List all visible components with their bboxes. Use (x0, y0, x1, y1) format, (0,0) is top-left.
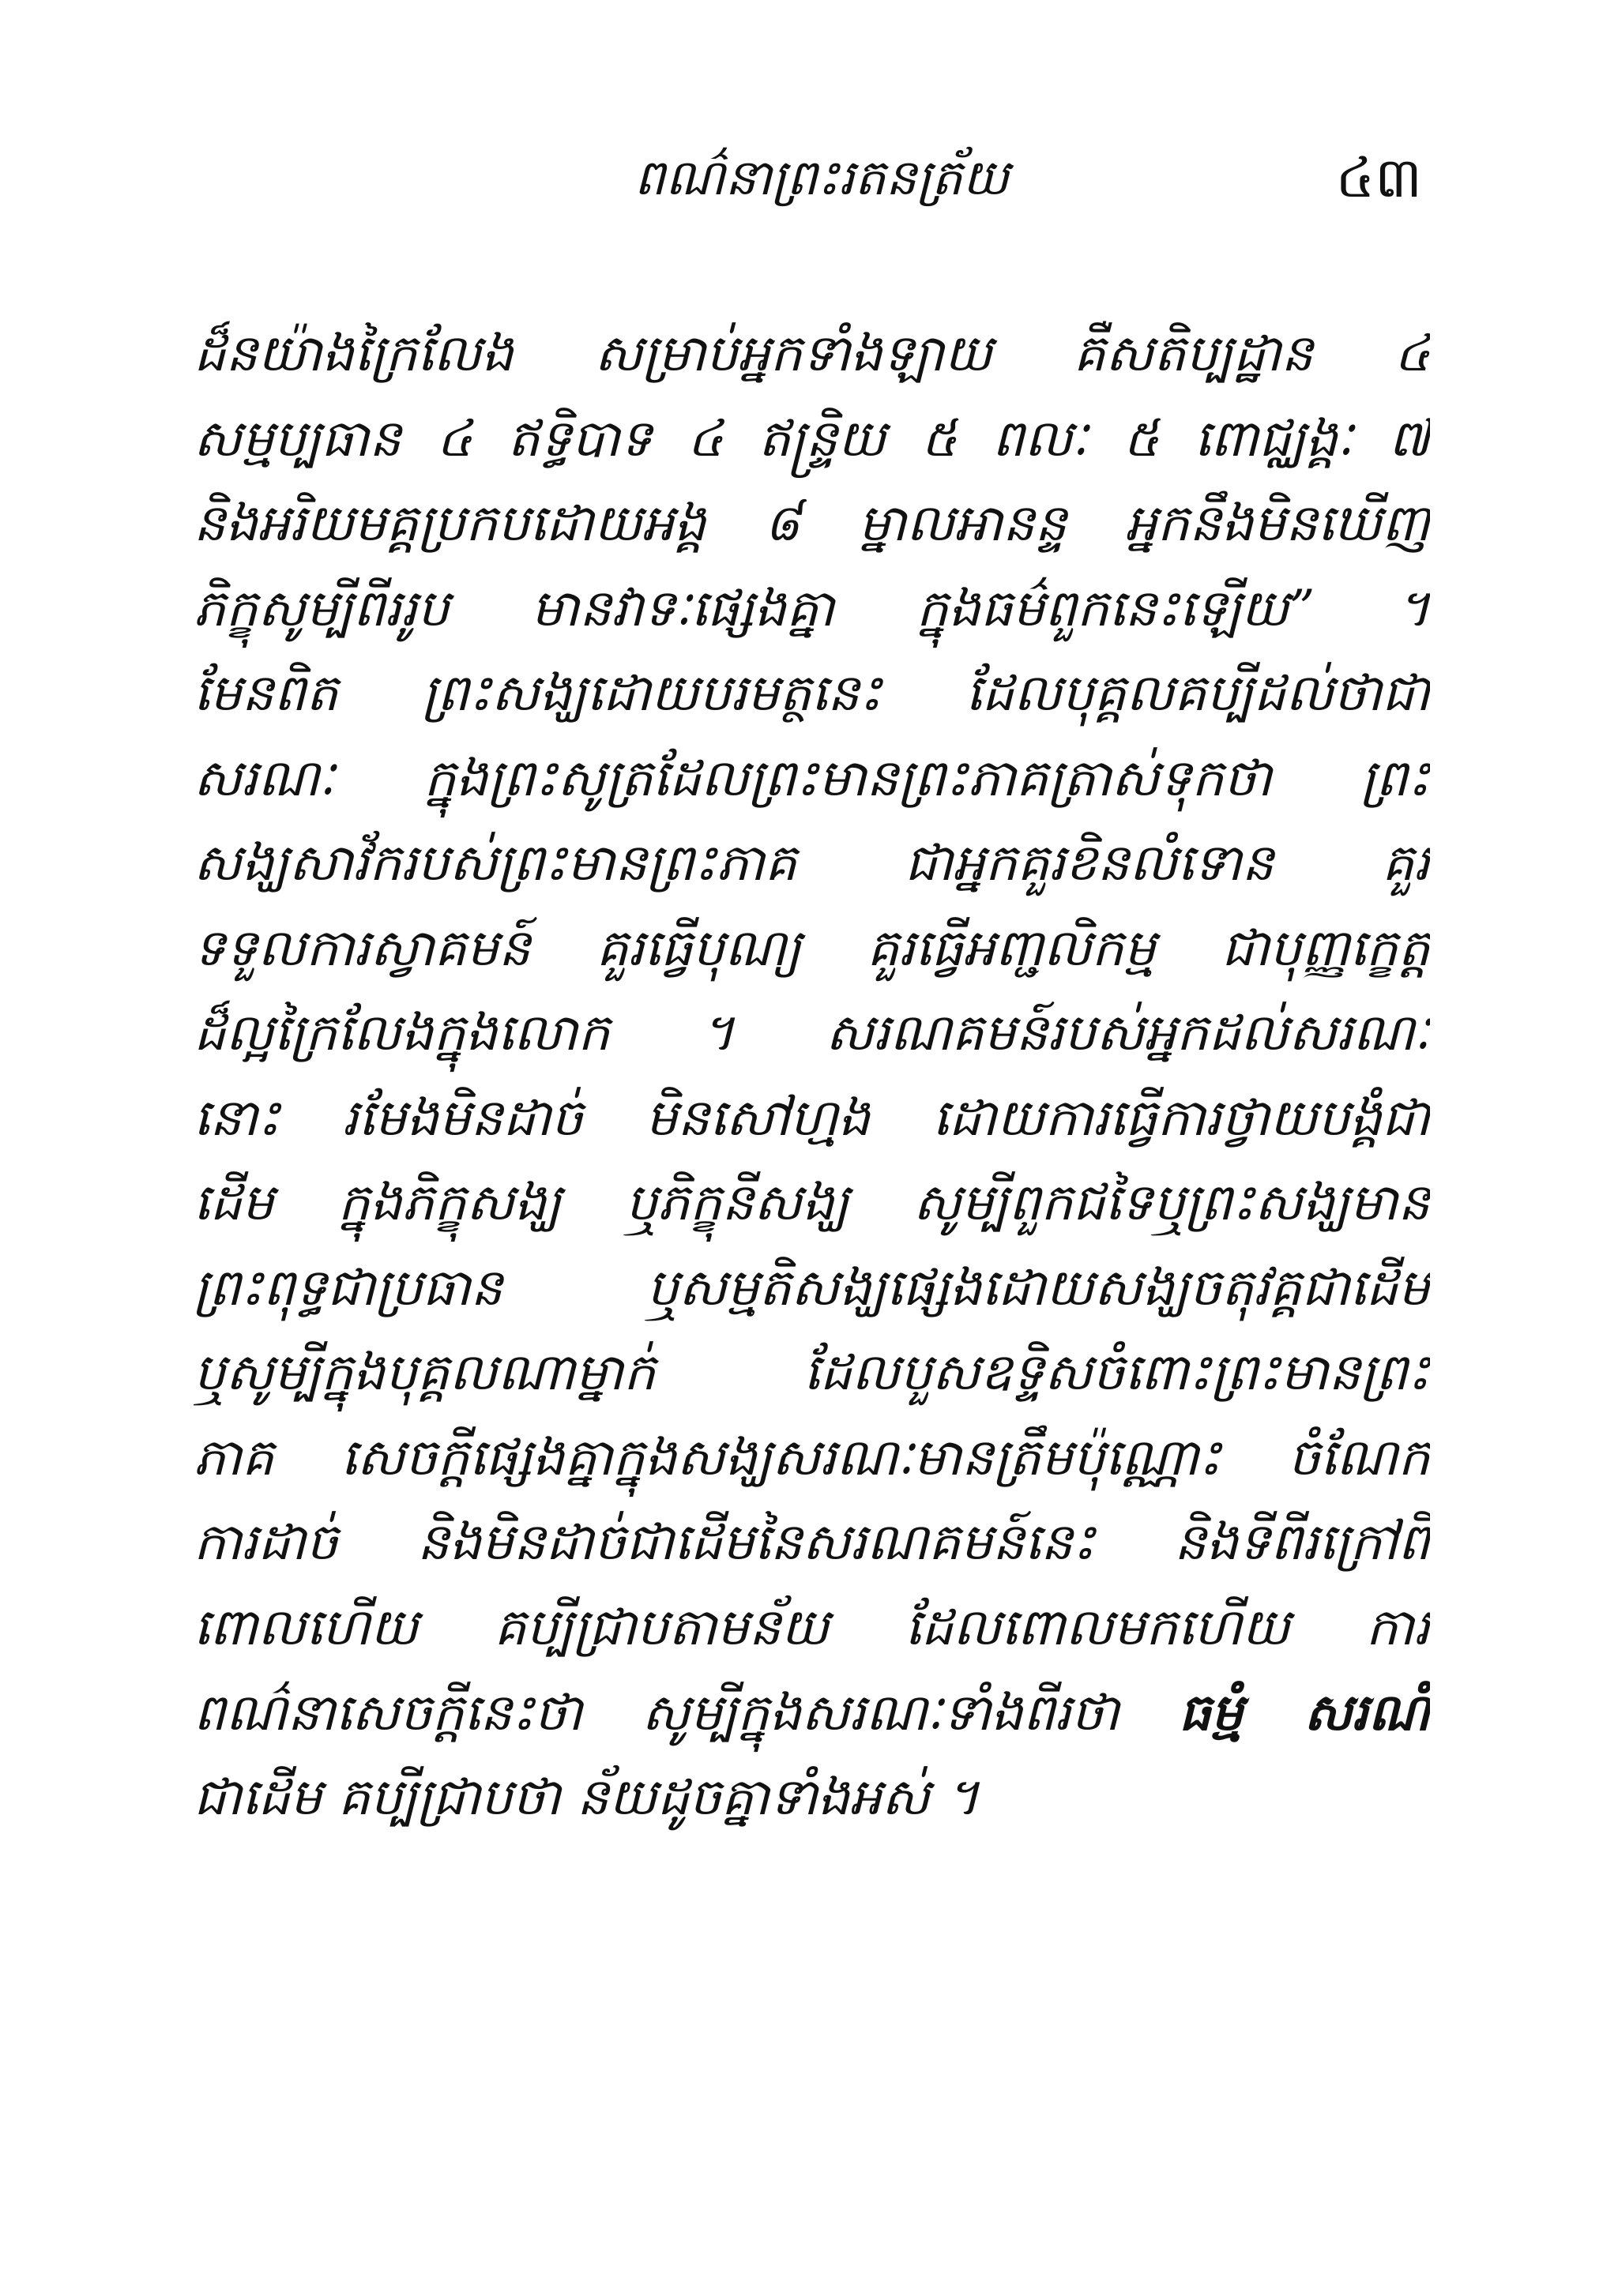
text-line: ដ៏នយ៉ាងក្រៃលែង សម្រាប់អ្នកទាំងឡាយ គឺសតិប្បដ្ឋាន ៤ (194, 325, 1430, 383)
text-line: ការដាច់ និងមិនដាច់ជាដើមនៃសរណគមន៍នេះ និងទីពីរក្រៅពី (194, 1513, 1430, 1572)
text-line: ទទួលការស្វាគមន៍ គួរធ្វើបុណ្យ គួរធ្វើអញ្ជលិកម្ម ជាបុញ្ញក្ខេត្ត (194, 919, 1430, 978)
page-number: ៤៣ (1335, 145, 1422, 210)
text-line: ដើម ក្នុងភិក្ខុសង្ឃ ឬភិក្ខុនីសង្ឃ សូម្បីពួកជទៃឬព្រះសង្ឃមាន (194, 1174, 1430, 1232)
text-line-with-emphasis (194, 1670, 1430, 1756)
text-line: មែនពិត ព្រះសង្ឃដោយបរមត្ថនេះ ដែលបុគ្គលគប្បីដល់ថាជា (194, 664, 1430, 723)
text-line: សង្ឃសាវ័ករបស់ព្រះមានព្រះភាគ ជាអ្នកគួរខិនលំទោន គួរ (194, 834, 1430, 892)
text-line: ព្រះពុទ្ធជាប្រធាន ឬសម្មតិសង្ឃផ្សេងដោយសង្ឃចតុវគ្គជាដើម (194, 1258, 1430, 1317)
text-line: ភិក្ខុសូម្បីពីររូប មានវាទៈផ្សេងគ្នា ក្នុងធម៌ពួកនេះឡើយ” ។ (194, 579, 1430, 638)
text-line: និងអរិយមគ្គប្រកបដោយអង្គ ៨ ម្នាលអានន្ទ អ្នកនឹងមិនឃើញ (194, 494, 1430, 553)
text-line: នោះ រមែងមិនដាច់ មិនសៅហ្មង ដោយការធ្វើការថ្វាយបង្គំជា (194, 1088, 1430, 1148)
text-line: ភាគ សេចក្ដីផ្សេងគ្នាក្នុងសង្ឃសរណៈមានត្រឹមប៉ុណ្ណោះ ចំណែក (194, 1428, 1430, 1487)
emphasized-pali-term: ធម្មំ សរណំ (1179, 1683, 1430, 1742)
text-line-final: ជាដើម គប្បីជ្រាបថា ន័យដូចគ្នាទាំងអស់ ។ (194, 1768, 980, 1827)
text-line: ឬសូម្បីក្នុងបុគ្គលណាម្នាក់ ដែលបួសឧទ្ទិសចំពោះព្រះមានព្រះ (194, 1343, 1430, 1402)
text-segment: ពណ៌នាសេចក្ដីនេះថា សូម្បីក្នុងសរណៈទាំងពីរថា (194, 1684, 1180, 1742)
text-line: សម្មប្បធាន ៤ ឥទ្ធិបាទ ៤ ឥន្ទ្រិយ ៥ ពលៈ ៥ ពោជ្ឈង្គៈ ៧ (194, 409, 1430, 468)
text-line: ពោលហើយ គប្បីជ្រាបតាមន័យ ដែលពោលមកហើយ ការ (194, 1598, 1430, 1657)
text-line: ដ៏ល្អក្រៃលែងក្នុងលោក ។ សរណគមន៍របស់អ្នកដល់សរណៈ (194, 1004, 1430, 1062)
text-line: សរណៈ ក្នុងព្រះសូត្រដែលព្រះមានព្រះភាគត្រាស់ទុកថា ព្រះ (194, 749, 1430, 808)
running-title: ពណ៌នាព្រះរតនត្រ័យ (634, 148, 1010, 206)
running-header (0, 118, 1618, 229)
body-text (194, 312, 1430, 2152)
